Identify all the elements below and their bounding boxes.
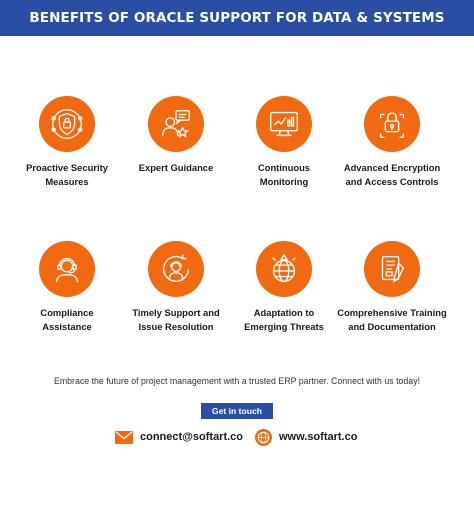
monitoring-screen-icon [265,105,303,143]
benefit-card-expert-guidance [117,96,235,175]
globe-threat-icon [265,250,303,288]
benefit-circle [364,96,420,152]
benefit-card-advanced-encryption [333,96,451,189]
encryption-lock-icon [373,105,411,143]
benefit-label-line1: Comprehensive Training [337,307,447,318]
email-contact[interactable] [115,428,243,446]
page-title: BENEFITS OF ORACLE SUPPORT FOR DATA & SYSTEMS [29,10,445,26]
website-link[interactable]: www.softart.co [279,431,358,443]
benefit-circle [39,241,95,297]
benefit-label-line1: Continuous [257,162,311,173]
benefit-label-line1: Expert Guidance [138,162,214,173]
expert-chat-icon [157,105,195,143]
benefit-label-line1: Compliance [40,307,94,318]
benefit-label-line2: and Documentation [348,321,436,332]
benefit-label-line2: and Access Controls [345,176,439,187]
page-header [0,0,474,36]
benefit-circle [148,241,204,297]
benefit-label-line1: Timely Support and [132,307,220,318]
benefit-circle [256,241,312,297]
benefit-circle [256,96,312,152]
email-icon [115,431,133,444]
benefit-card-compliance-assistance [8,241,126,334]
benefit-card-continuous-monitoring [225,96,343,189]
benefit-card-emerging-threats [225,241,343,334]
benefit-label-line2: Issue Resolution [138,321,214,332]
benefit-circle [148,96,204,152]
timely-support-icon [157,250,195,288]
benefit-label-line2: Emerging Threats [244,321,324,332]
benefit-card-comprehensive-training [333,241,451,334]
benefit-card-timely-support [117,241,235,334]
get-in-touch-button[interactable]: Get in touch [201,403,273,419]
documentation-icon [373,250,411,288]
benefit-label-line1: Adaptation to [253,307,315,318]
security-shield-icon [48,105,86,143]
email-link[interactable]: connect@softart.co [140,431,244,443]
benefit-label-line1: Advanced Encryption [343,162,441,173]
support-agent-icon [48,250,86,288]
tagline-text: Embrace the future of project management with a trusted ERP partner. Connect with us today! [53,376,421,386]
benefit-label-line2: Monitoring [259,176,309,187]
benefit-label-line2: Measures [45,176,89,187]
benefit-label-line1: Proactive Security [26,162,108,173]
website-contact[interactable] [255,428,357,446]
benefit-card-proactive-security [8,96,126,189]
globe-icon [255,429,272,446]
benefit-circle [364,241,420,297]
benefit-label-line2: Assistance [42,321,92,332]
benefit-circle [39,96,95,152]
